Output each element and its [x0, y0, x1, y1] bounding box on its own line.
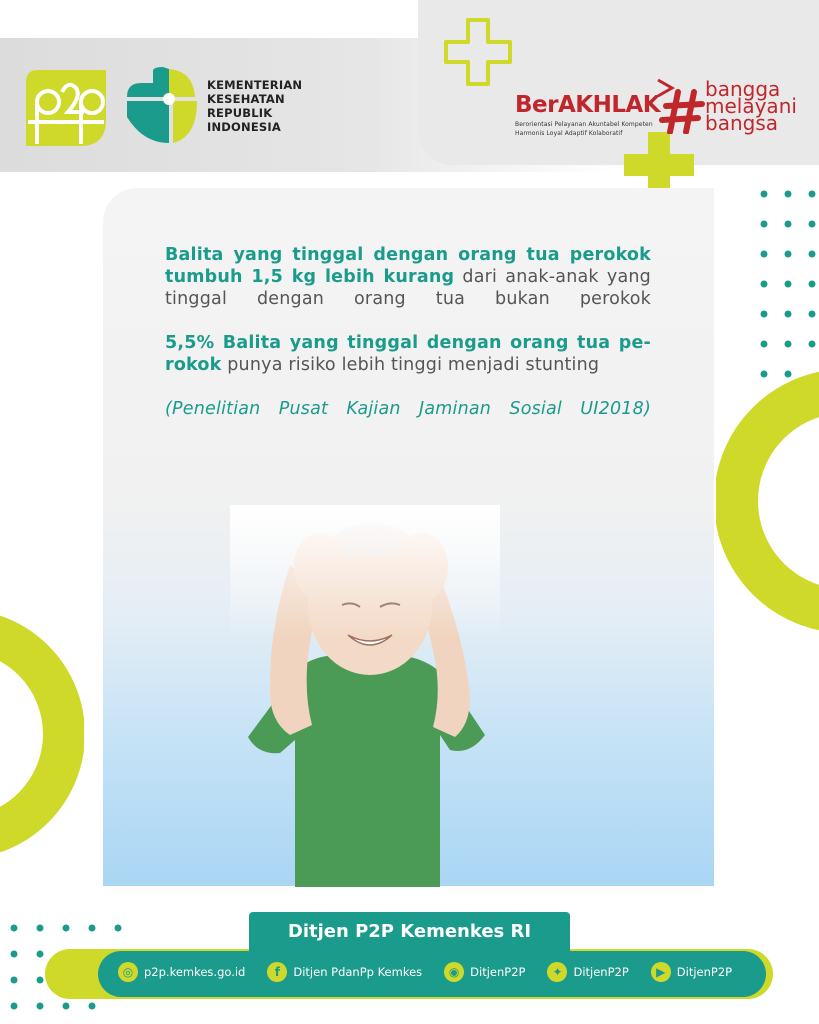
instagram-icon: ◉ — [444, 962, 464, 982]
social-facebook[interactable] — [267, 962, 422, 982]
twitter-icon: ✦ — [547, 962, 567, 982]
dot-grid-right — [756, 186, 816, 386]
berakhlak-sub-1: Berorientasi Pelayanan Akuntabel Kompeten — [515, 121, 653, 128]
berakhlak-title: BerAKHLAK — [515, 92, 661, 118]
social-instagram[interactable] — [444, 962, 525, 982]
social-facebook-label: Ditjen PdanPp Kemkes — [293, 965, 423, 979]
social-twitter[interactable] — [547, 962, 628, 982]
paragraph-2 — [165, 332, 651, 376]
kemenkes-text-4: INDONESIA — [207, 120, 281, 134]
youtube-icon: ▶ — [651, 962, 671, 982]
kemenkes-logo — [123, 67, 199, 145]
lime-ring-left — [0, 606, 84, 862]
paragraph-1-highlight: Balita yang tinggal dengan orang tua perokok tumbuh 1,5 kg lebih kurang — [165, 245, 651, 287]
footer-title: Ditjen P2P Kemenkes RI — [249, 912, 570, 956]
hashtag-icon — [654, 78, 706, 134]
tagline-1: bangga — [705, 77, 781, 101]
p2p-logo — [26, 70, 106, 146]
plus-solid-decoration — [624, 132, 696, 192]
social-web-label: p2p.kemkes.go.id — [144, 965, 246, 979]
tagline-3: bangsa — [705, 111, 778, 135]
kemenkes-text-3: REPUBLIK — [207, 106, 273, 120]
social-twitter-label: DitjenP2P — [573, 965, 629, 979]
social-youtube-label: DitjenP2P — [676, 965, 733, 979]
paragraph-2-rest: punya risiko lebih tinggi menjadi stunting — [221, 355, 600, 375]
social-instagram-label: DitjenP2P — [470, 965, 526, 979]
paragraph-1 — [165, 244, 651, 310]
child-photo — [230, 505, 500, 887]
lime-ring-right — [716, 368, 819, 634]
kemenkes-text-1: KEMENTERIAN — [207, 78, 303, 92]
berakhlak-sub-2: Harmonis Loyal Adaptif Kolaboratif — [515, 130, 623, 137]
plus-outline-decoration — [444, 18, 514, 88]
tagline-2: melayani — [705, 94, 797, 118]
source-citation: (Penelitian Pusat Kajian Jaminan Sosial UI2018) — [165, 399, 651, 419]
paragraph-2-highlight: 5,5% Balita yang tinggal dengan orang tua pe-rokok — [165, 333, 651, 375]
kemenkes-text-2: KESEHATAN — [207, 92, 285, 106]
social-youtube[interactable] — [651, 962, 732, 982]
paragraph-1-rest: dari anak-anak yang tinggal dengan orang tua bukan perokok — [165, 267, 651, 309]
web-icon: ◎ — [118, 962, 138, 982]
facebook-icon: f — [267, 962, 287, 982]
social-links — [118, 962, 732, 982]
social-web[interactable] — [118, 962, 245, 982]
